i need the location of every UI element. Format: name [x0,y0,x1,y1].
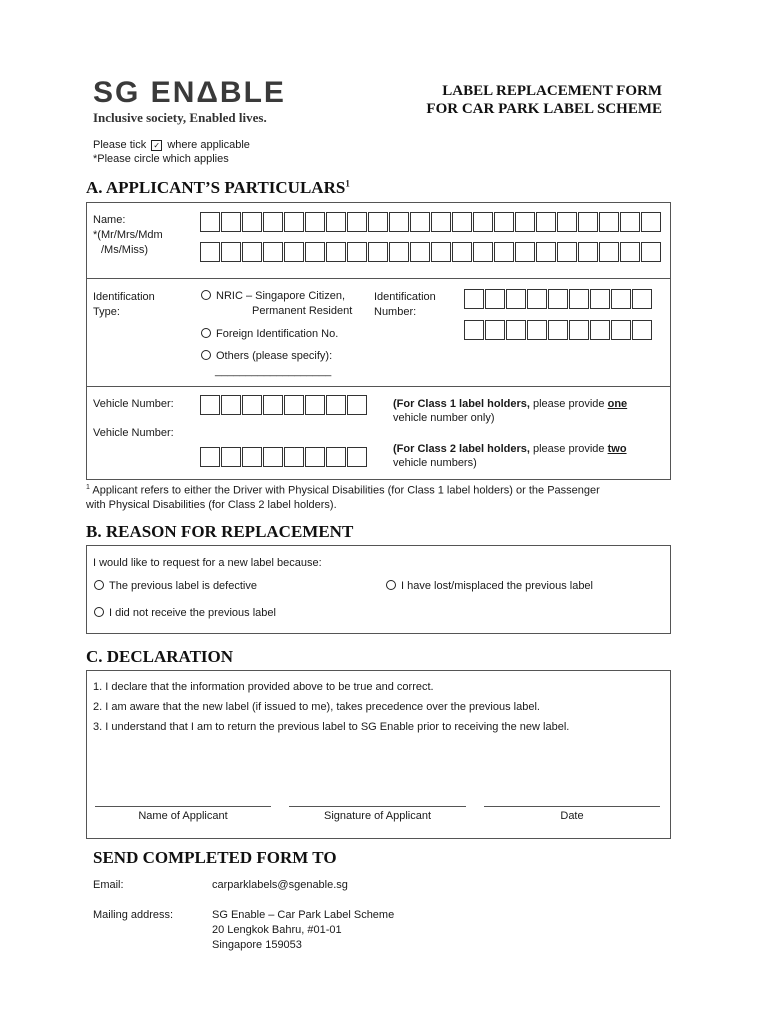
vehicle-char-box[interactable] [200,447,220,467]
id-char-box[interactable] [611,320,631,340]
name-char-box[interactable] [221,242,241,262]
class2-note-text: please provide [529,443,608,455]
name-signature-line[interactable] [95,806,271,807]
divider [86,278,671,279]
name-char-box[interactable] [641,212,661,232]
radio-nric-label-2: Permanent Resident [252,305,353,317]
email-label: Email: [93,879,124,891]
email-value[interactable]: carparklabels@sgenable.sg [212,879,348,891]
declaration-item-2: 2. I am aware that the new label (if issued to me), takes precedence over the previous label. [93,701,540,713]
radio-circle-icon[interactable] [201,328,211,338]
name-char-box[interactable] [263,242,283,262]
vehicle-char-box[interactable] [284,395,304,415]
name-char-box[interactable] [515,242,535,262]
id-char-box[interactable] [569,289,589,309]
name-char-box[interactable] [200,242,220,262]
id-char-box[interactable] [485,289,505,309]
declaration-item-1: 1. I declare that the information provided above to be true and correct. [93,681,434,693]
name-char-box[interactable] [452,212,472,232]
radio-not-received-label: I did not receive the previous label [109,607,276,619]
form-title-line-1: LABEL REPLACEMENT FORM [442,83,662,99]
mailing-address-line-1: SG Enable – Car Park Label Scheme [212,909,395,921]
date-signature-line[interactable] [484,806,660,807]
name-char-box[interactable] [473,212,493,232]
name-char-box[interactable] [557,212,577,232]
class2-note-underlined: two [607,443,627,455]
radio-lost-label: I have lost/misplaced the previous label [401,580,593,592]
id-char-box[interactable] [548,320,568,340]
tick-instruction-suffix: where applicable [167,139,250,151]
name-char-box[interactable] [410,212,430,232]
mailing-address-line-3: Singapore 159053 [212,939,302,951]
class2-note-line-1 [393,442,663,456]
signature-line[interactable] [289,806,466,807]
class1-note [393,397,663,425]
id-char-box[interactable] [590,289,610,309]
name-char-box[interactable] [347,212,367,232]
radio-circle-icon[interactable] [386,580,396,590]
name-char-box[interactable] [305,242,325,262]
logo-tagline: Inclusive society, Enabled lives. [93,110,267,125]
id-char-box[interactable] [464,320,484,340]
name-char-box[interactable] [515,212,535,232]
vehicle-char-box[interactable] [326,395,346,415]
name-char-box[interactable] [326,212,346,232]
mailing-address-line-2: 20 Lengkok Bahru, #01-01 [212,924,342,936]
vehicle-char-box[interactable] [284,447,304,467]
class2-note-bold: (For Class 2 label holders, [393,443,530,455]
declaration-item-3: 3. I understand that I am to return the previous label to SG Enable prior to receiving the new label. [93,721,570,733]
name-char-box[interactable] [200,212,220,232]
vehicle-number-label-2: Vehicle Number: [93,427,174,439]
name-char-box[interactable] [347,242,367,262]
name-title-label-2: /Ms/Miss) [101,244,149,256]
name-char-box[interactable] [305,212,325,232]
name-char-box[interactable] [599,242,619,262]
vehicle-char-box[interactable] [305,395,325,415]
name-char-box[interactable] [389,242,409,262]
checkbox-ticked-icon: ✓ [151,140,162,151]
name-char-box[interactable] [452,242,472,262]
send-heading: SEND COMPLETED FORM TO [93,848,337,867]
id-type-label: Identification [93,291,155,303]
vehicle-number-label-1: Vehicle Number: [93,398,174,410]
name-title-label: *(Mr/Mrs/Mdm [93,229,163,241]
name-char-box[interactable] [389,212,409,232]
footnote-text-1: Applicant refers to either the Driver with Physical Disabilities (for Class 1 label holders) or the Passenger [92,484,600,497]
name-char-box[interactable] [242,212,262,232]
footnote [86,481,671,512]
vehicle-char-box[interactable] [263,447,283,467]
class1-note-text: please provide [529,398,608,410]
vehicle-char-box[interactable] [263,395,283,415]
radio-circle-icon[interactable] [94,607,104,617]
vehicle-char-box[interactable] [347,447,367,467]
class1-note-line-2: vehicle number only) [393,412,495,424]
radio-label-not-received[interactable] [94,606,276,620]
tick-instruction [93,138,250,152]
id-char-box[interactable] [527,320,547,340]
id-char-box[interactable] [464,289,484,309]
footnote-marker: 1 [345,178,350,189]
radio-nric[interactable] [201,289,345,303]
vehicle-char-box[interactable] [326,447,346,467]
name-input-row-2[interactable] [200,242,662,262]
name-char-box[interactable] [284,212,304,232]
name-char-box[interactable] [536,212,556,232]
name-char-box[interactable] [242,242,262,262]
others-specify-field[interactable]: ___________________ [215,365,332,377]
name-of-applicant-label: Name of Applicant [138,810,228,822]
name-char-box[interactable] [263,212,283,232]
form-title-line-2: FOR CAR PARK LABEL SCHEME [426,101,662,117]
name-char-box[interactable] [620,212,640,232]
mailing-address-label: Mailing address: [93,909,174,921]
radio-circle-icon[interactable] [94,580,104,590]
reason-intro: I would like to request for a new label because: [93,557,322,569]
vehicle-char-box[interactable] [221,395,241,415]
radio-others-label: Others (please specify): [216,350,333,362]
name-char-box[interactable] [536,242,556,262]
id-char-box[interactable] [527,289,547,309]
name-char-box[interactable] [494,242,514,262]
name-char-box[interactable] [578,212,598,232]
radio-foreign-label: Foreign Identification No. [216,328,339,340]
name-char-box[interactable] [431,242,451,262]
vehicle-char-box[interactable] [221,447,241,467]
class1-note-bold: (For Class 1 label holders, [393,398,530,410]
name-char-box[interactable] [368,212,388,232]
class2-note [393,442,663,470]
vehicle-char-box[interactable] [305,447,325,467]
name-char-box[interactable] [473,242,493,262]
name-char-box[interactable] [641,242,661,262]
circle-instruction: *Please circle which applies [93,153,229,165]
sg-enable-logo: SG ENΔBLE [93,76,286,109]
name-char-box[interactable] [599,212,619,232]
class1-note-line-1 [393,397,663,411]
name-label: Name: [93,214,126,226]
radio-circle-icon[interactable] [201,350,211,360]
id-number-input-row-1[interactable] [464,289,653,309]
vehicle-number-input-1[interactable] [200,395,368,415]
date-label: Date [560,810,584,822]
id-char-box[interactable] [506,320,526,340]
id-char-box[interactable] [632,289,652,309]
radio-others[interactable] [201,349,332,363]
id-char-box[interactable] [611,289,631,309]
signature-of-applicant-label: Signature of Applicant [323,810,432,822]
section-a-heading [86,178,350,198]
id-type-label-2: Type: [93,306,120,318]
name-char-box[interactable] [620,242,640,262]
name-char-box[interactable] [284,242,304,262]
divider [86,386,671,387]
name-input-row-1[interactable] [200,212,662,232]
radio-foreign-id[interactable] [201,327,338,341]
name-char-box[interactable] [221,212,241,232]
id-number-input-row-2[interactable] [464,320,653,340]
id-char-box[interactable] [506,289,526,309]
name-char-box[interactable] [368,242,388,262]
vehicle-number-input-2[interactable] [200,447,368,467]
radio-label-lost[interactable] [386,579,593,593]
id-char-box[interactable] [569,320,589,340]
id-char-box[interactable] [632,320,652,340]
name-char-box[interactable] [557,242,577,262]
section-c-heading: C. DECLARATION [86,647,234,666]
footnote-number: 1 [86,484,90,491]
name-char-box[interactable] [494,212,514,232]
name-char-box[interactable] [578,242,598,262]
radio-nric-label: NRIC – Singapore Citizen, [216,290,346,302]
radio-defective-label: The previous label is defective [109,580,257,592]
vehicle-char-box[interactable] [242,395,262,415]
tick-instruction-prefix: Please tick [93,139,147,151]
radio-circle-icon[interactable] [201,290,211,300]
radio-label-defective[interactable] [94,579,257,593]
footnote-line-1 [86,481,671,498]
class1-note-underlined: one [607,398,628,410]
id-char-box[interactable] [485,320,505,340]
name-char-box[interactable] [431,212,451,232]
vehicle-char-box[interactable] [242,447,262,467]
section-b-heading: B. REASON FOR REPLACEMENT [86,522,354,541]
id-char-box[interactable] [590,320,610,340]
id-number-label: Identification [374,291,436,303]
form-title [426,82,662,118]
section-a-heading-text: A. APPLICANT’S PARTICULARS [86,178,346,197]
id-number-label-2: Number: [374,306,417,318]
vehicle-char-box[interactable] [200,395,220,415]
class2-note-line-2: vehicle numbers) [393,457,477,469]
name-char-box[interactable] [326,242,346,262]
vehicle-char-box[interactable] [347,395,367,415]
name-char-box[interactable] [410,242,430,262]
id-char-box[interactable] [548,289,568,309]
footnote-line-2: with Physical Disabilities (for Class 2 label holders). [86,498,337,511]
